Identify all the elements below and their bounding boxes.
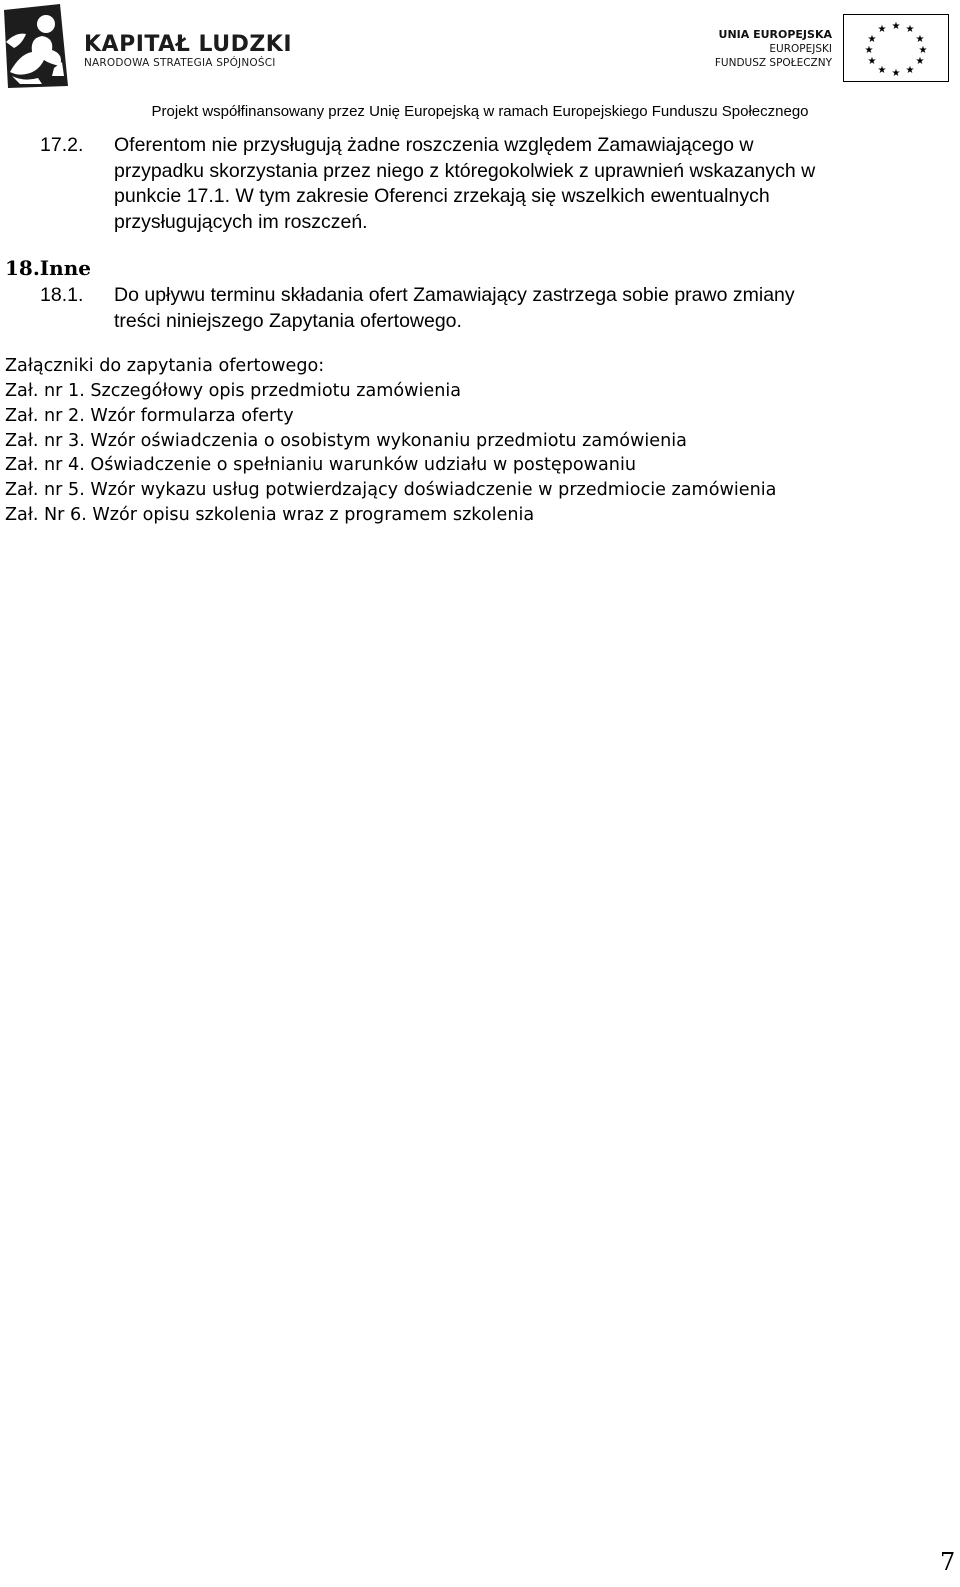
attachment-item-2: Zał. nr 2. Wzór formularza oferty: [5, 406, 294, 426]
svg-text:★: ★: [905, 24, 915, 35]
item-17-2-line-2: przypadku skorzystania przez niego z któregokolwiek z uprawnień wskazanych w: [114, 159, 816, 182]
attachment-item-4: Zał. nr 4. Oświadczenie o spełnianiu warunków udziału w postępowaniu: [5, 455, 636, 475]
kapital-ludzki-logo: [2, 2, 293, 88]
svg-text:★: ★: [891, 68, 901, 79]
attachment-item-1: Zał. nr 1. Szczegółowy opis przedmiotu zamówienia: [5, 381, 462, 401]
attachments-heading: Załączniki do zapytania ofertowego:: [5, 356, 325, 376]
svg-text:★: ★: [891, 21, 901, 32]
logo-subtitle: NARODOWA STRATEGIA SPÓJNOŚCI: [84, 57, 276, 69]
item-18-1-line-2: treści niniejszego Zapytania ofertowego.: [114, 310, 462, 332]
project-cofinancing-note: Projekt współfinansowany przez Unię Europejską w ramach Europejskiego Funduszu Społecznego: [151, 103, 809, 120]
eu-line-3: FUNDUSZ SPOŁECZNY: [714, 57, 832, 69]
section-18-title: 18.Inne: [5, 256, 91, 280]
eu-line-2: EUROPEJSKI: [769, 43, 832, 55]
logo-title: KAPITAŁ LUDZKI: [84, 32, 293, 57]
svg-text:★: ★: [867, 56, 877, 67]
svg-text:★: ★: [918, 45, 928, 56]
eu-fund-label: [680, 28, 832, 70]
attachment-item-6: Zał. Nr 6. Wzór opisu szkolenia wraz z programem szkolenia: [5, 505, 535, 525]
kapital-ludzki-emblem-icon: [2, 2, 82, 88]
attachment-item-5: Zał. nr 5. Wzór wykazu usług potwierdzający doświadczenie w przedmiocie zamówienia: [5, 480, 777, 500]
svg-text:★: ★: [915, 56, 925, 67]
eu-line-1: UNIA EUROPEJSKA: [718, 28, 832, 41]
item-18-1-line-1: Do upływu terminu składania ofert Zamawiający zastrzega sobie prawo zmiany: [114, 284, 795, 306]
svg-text:★: ★: [877, 24, 887, 35]
item-17-2-line-4: przysługujących im roszczeń.: [114, 210, 368, 233]
svg-text:★: ★: [867, 34, 877, 45]
svg-text:★: ★: [864, 45, 874, 56]
item-17-2-line-3: punkcie 17.1. W tym zakresie Oferenci zrzekają się wszelkich ewentualnych: [114, 185, 770, 207]
attachment-item-3: Zał. nr 3. Wzór oświadczenia o osobistym wykonaniu przedmiotu zamówienia: [5, 431, 687, 451]
page-number: 7: [940, 1548, 956, 1576]
item-17-2-line-1: Oferentom nie przysługują żadne roszczenia względem Zamawiającego w: [114, 134, 754, 156]
item-number-18-1: 18.1.: [40, 284, 84, 306]
svg-text:★: ★: [905, 65, 915, 76]
svg-text:★: ★: [915, 34, 925, 45]
page-header: [0, 0, 960, 120]
svg-text:★: ★: [877, 65, 887, 76]
eu-flag-icon: [843, 14, 949, 82]
item-number-17-2: 17.2.: [40, 134, 84, 156]
